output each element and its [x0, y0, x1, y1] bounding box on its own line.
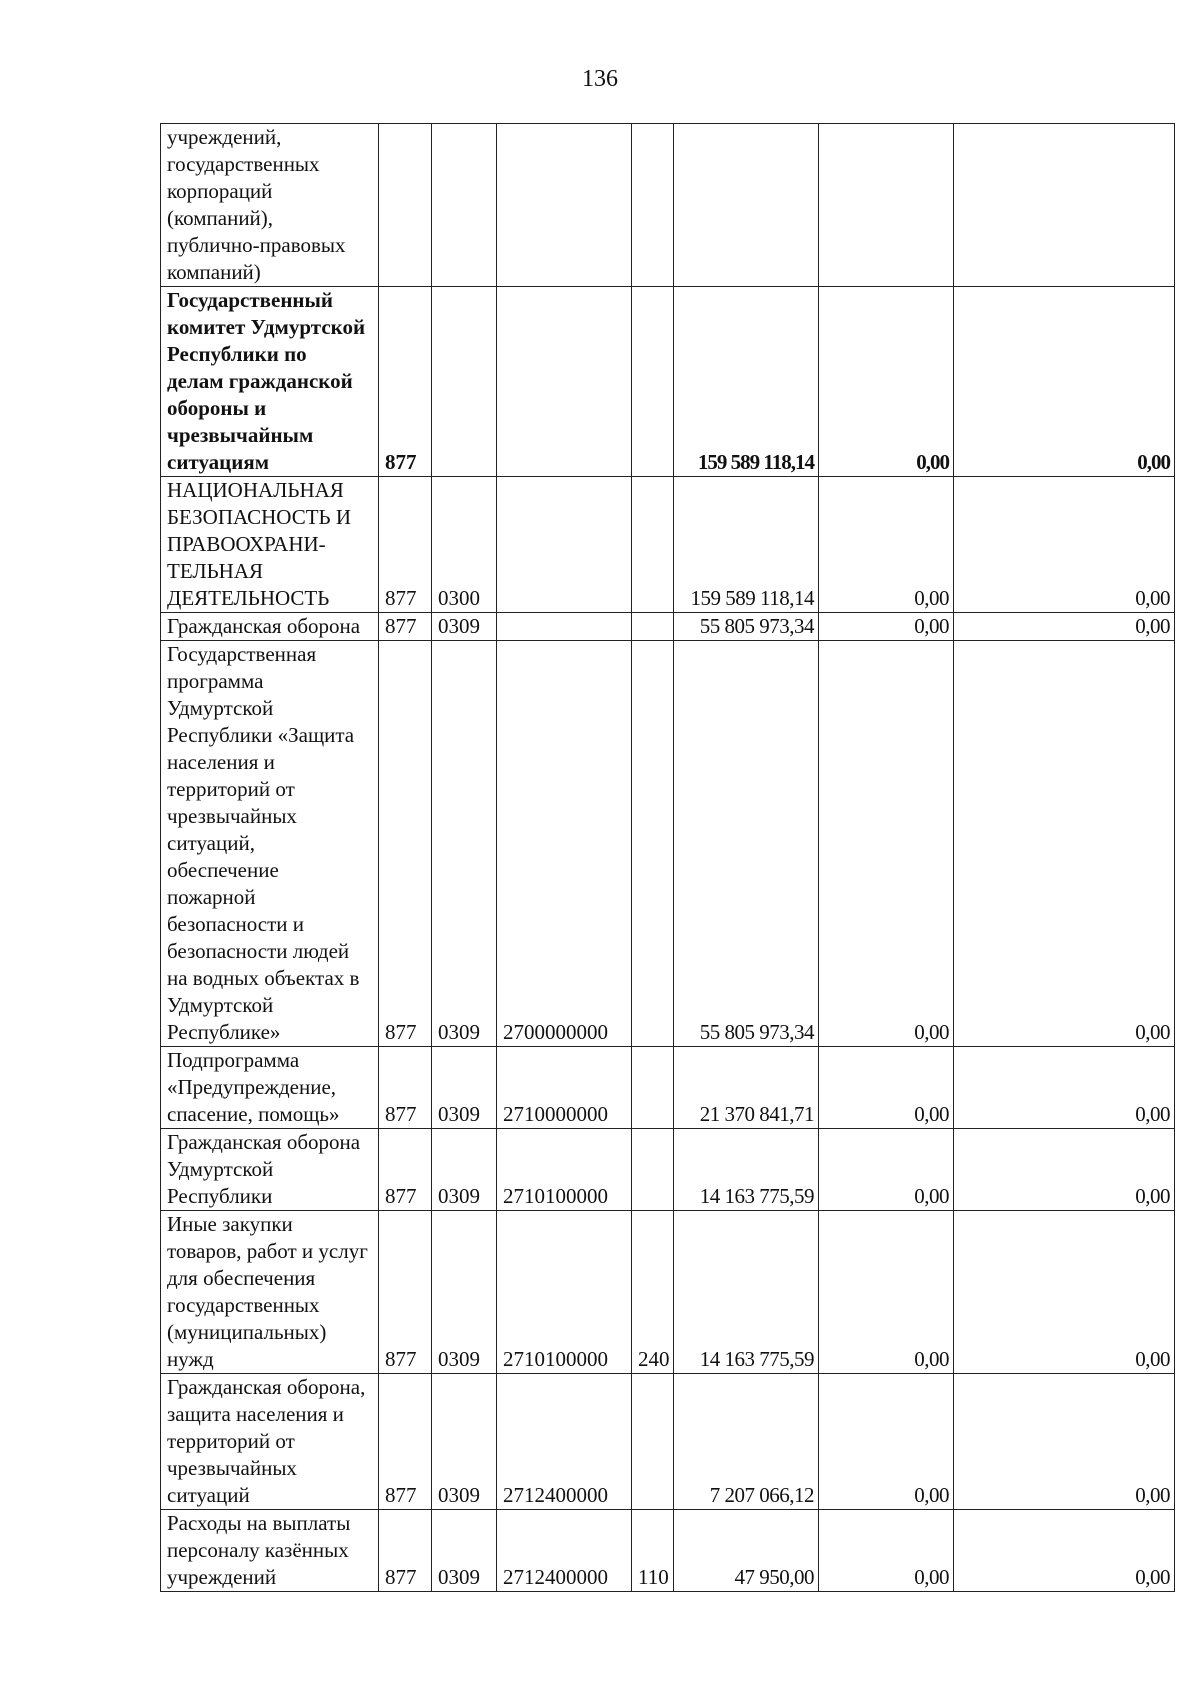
expense-type-code: [632, 1047, 674, 1129]
table-row: [161, 1374, 1175, 1510]
amount-3: 0,00: [954, 1211, 1175, 1374]
expense-type-code: [632, 1374, 674, 1510]
target-code: 2712400000: [497, 1374, 632, 1510]
amount-1: 159 589 118,14: [674, 287, 819, 477]
amount-2: 0,00: [819, 641, 954, 1047]
target-code: 2710100000: [497, 1129, 632, 1211]
expense-type-code: [632, 613, 674, 641]
row-name: [161, 1129, 379, 1211]
row-name-line: Гражданская оборона,: [167, 1375, 366, 1399]
section-code: 0309: [432, 1129, 497, 1211]
target-code: 2710100000: [497, 1211, 632, 1374]
row-name-line: Удмуртской: [167, 993, 274, 1017]
row-name-line: Республики по: [167, 342, 307, 366]
row-name-line: НАЦИОНАЛЬНАЯ: [167, 478, 344, 502]
expense-type-code: [632, 124, 674, 287]
row-name-line: персоналу казённых: [167, 1538, 349, 1562]
expense-type-code: [632, 477, 674, 613]
row-name-line: делам гражданской: [167, 369, 353, 393]
row-name-line: Подпрограмма: [167, 1048, 300, 1072]
row-name-line: ситуаций,: [167, 831, 255, 855]
row-name-line: Гражданская оборона: [167, 614, 361, 638]
amount-1: 14 163 775,59: [674, 1211, 819, 1374]
row-name-line: государственных: [167, 152, 320, 176]
admin-code: 877: [379, 1047, 432, 1129]
row-name-line: (муниципальных): [167, 1320, 327, 1344]
row-name-line: чрезвычайным: [167, 423, 314, 447]
budget-table: [160, 123, 1175, 1592]
row-name: [161, 1211, 379, 1374]
table-row: [161, 1047, 1175, 1129]
row-name-line: обеспечение: [167, 858, 279, 882]
target-code: [497, 477, 632, 613]
row-name-line: публично-правовых: [167, 233, 346, 257]
table-row: [161, 1129, 1175, 1211]
amount-1: 7 207 066,12: [674, 1374, 819, 1510]
amount-3: 0,00: [954, 641, 1175, 1047]
admin-code: 877: [379, 1510, 432, 1592]
row-name-line: Государственный: [167, 288, 334, 312]
amount-3: 0,00: [954, 477, 1175, 613]
row-name-line: Удмуртской: [167, 696, 274, 720]
row-name-line: ПРАВООХРАНИ-: [167, 532, 326, 556]
amount-2: 0,00: [819, 477, 954, 613]
row-name-line: Удмуртской: [167, 1157, 274, 1181]
row-name-line: безопасности и: [167, 912, 305, 936]
amount-1: 14 163 775,59: [674, 1129, 819, 1211]
section-code: [432, 287, 497, 477]
row-name-line: для обеспечения: [167, 1266, 316, 1290]
row-name-line: комитет Удмуртской: [167, 315, 366, 339]
row-name-line: БЕЗОПАСНОСТЬ И: [167, 505, 352, 529]
row-name-line: пожарной: [167, 885, 256, 909]
row-name-line: ДЕЯТЕЛЬНОСТЬ: [167, 586, 330, 610]
row-name-line: программа: [167, 669, 264, 693]
row-name-line: (компаний),: [167, 206, 274, 230]
amount-2: 0,00: [819, 1129, 954, 1211]
amount-2: 0,00: [819, 1510, 954, 1592]
row-name-line: безопасности людей: [167, 939, 350, 963]
admin-code: 877: [379, 641, 432, 1047]
row-name: [161, 1510, 379, 1592]
row-name-line: учреждений,: [167, 125, 282, 149]
admin-code: 877: [379, 1129, 432, 1211]
row-name: [161, 1047, 379, 1129]
section-code: [432, 124, 497, 287]
admin-code: 877: [379, 287, 432, 477]
amount-2: 0,00: [819, 287, 954, 477]
row-name: [161, 641, 379, 1047]
amount-3: 0,00: [954, 1374, 1175, 1510]
admin-code: 877: [379, 613, 432, 641]
row-name: [161, 613, 379, 641]
row-name: [161, 1374, 379, 1510]
row-name-line: ситуациям: [167, 450, 270, 474]
amount-2: [819, 124, 954, 287]
amount-3: 0,00: [954, 287, 1175, 477]
admin-code: 877: [379, 1211, 432, 1374]
table-row: [161, 477, 1175, 613]
page-number: 136: [582, 66, 618, 92]
section-code: 0309: [432, 641, 497, 1047]
table-row: [161, 1510, 1175, 1592]
section-code: 0300: [432, 477, 497, 613]
row-name-line: чрезвычайных: [167, 804, 297, 828]
amount-2: 0,00: [819, 1047, 954, 1129]
target-code: [497, 124, 632, 287]
expense-type-code: [632, 1129, 674, 1211]
row-name-line: чрезвычайных: [167, 1456, 297, 1480]
table-row: [161, 124, 1175, 287]
row-name-line: «Предупреждение,: [167, 1075, 337, 1099]
expense-type-code: 110: [632, 1510, 674, 1592]
target-code: [497, 287, 632, 477]
row-name-line: Расходы на выплаты: [167, 1511, 351, 1535]
amount-3: [954, 124, 1175, 287]
table-row: [161, 1211, 1175, 1374]
table-row: [161, 641, 1175, 1047]
row-name-line: обороны и: [167, 396, 267, 420]
row-name-line: спасение, помощь»: [167, 1102, 340, 1126]
amount-1: [674, 124, 819, 287]
row-name-line: учреждений: [167, 1565, 277, 1589]
amount-1: 159 589 118,14: [674, 477, 819, 613]
row-name-line: компаний): [167, 260, 261, 284]
section-code: 0309: [432, 613, 497, 641]
amount-1: 47 950,00: [674, 1510, 819, 1592]
amount-2: 0,00: [819, 613, 954, 641]
row-name-line: Иные закупки: [167, 1212, 293, 1236]
row-name-line: Республики: [167, 1184, 273, 1208]
row-name-line: Государственная: [167, 642, 317, 666]
row-name: [161, 124, 379, 287]
table-row: [161, 287, 1175, 477]
row-name-line: на водных объектах в: [167, 966, 360, 990]
row-name-line: территорий от: [167, 1429, 295, 1453]
row-name-line: защита населения и: [167, 1402, 344, 1426]
section-code: 0309: [432, 1374, 497, 1510]
row-name-line: корпораций: [167, 179, 273, 203]
admin-code: 877: [379, 1374, 432, 1510]
row-name-line: территорий от: [167, 777, 295, 801]
section-code: 0309: [432, 1211, 497, 1374]
row-name-line: нужд: [167, 1347, 214, 1371]
row-name-line: товаров, работ и услуг: [167, 1239, 368, 1263]
amount-1: 55 805 973,34: [674, 613, 819, 641]
target-code: 2710000000: [497, 1047, 632, 1129]
target-code: [497, 613, 632, 641]
expense-type-code: [632, 287, 674, 477]
row-name: [161, 287, 379, 477]
amount-3: 0,00: [954, 1510, 1175, 1592]
row-name-line: населения и: [167, 750, 275, 774]
row-name-line: государственных: [167, 1293, 320, 1317]
admin-code: [379, 124, 432, 287]
amount-1: 21 370 841,71: [674, 1047, 819, 1129]
row-name-line: Республики «Защита: [167, 723, 355, 747]
target-code: 2700000000: [497, 641, 632, 1047]
row-name-line: ТЕЛЬНАЯ: [167, 559, 264, 583]
expense-type-code: [632, 641, 674, 1047]
section-code: 0309: [432, 1047, 497, 1129]
expense-type-code: 240: [632, 1211, 674, 1374]
table-row: [161, 613, 1175, 641]
row-name-line: Республике»: [167, 1020, 281, 1044]
target-code: 2712400000: [497, 1510, 632, 1592]
section-code: 0309: [432, 1510, 497, 1592]
amount-2: 0,00: [819, 1374, 954, 1510]
amount-1: 55 805 973,34: [674, 641, 819, 1047]
amount-3: 0,00: [954, 1047, 1175, 1129]
amount-2: 0,00: [819, 1211, 954, 1374]
admin-code: 877: [379, 477, 432, 613]
row-name-line: ситуаций: [167, 1483, 250, 1507]
row-name-line: Гражданская оборона: [167, 1130, 361, 1154]
row-name: [161, 477, 379, 613]
amount-3: 0,00: [954, 613, 1175, 641]
amount-3: 0,00: [954, 1129, 1175, 1211]
